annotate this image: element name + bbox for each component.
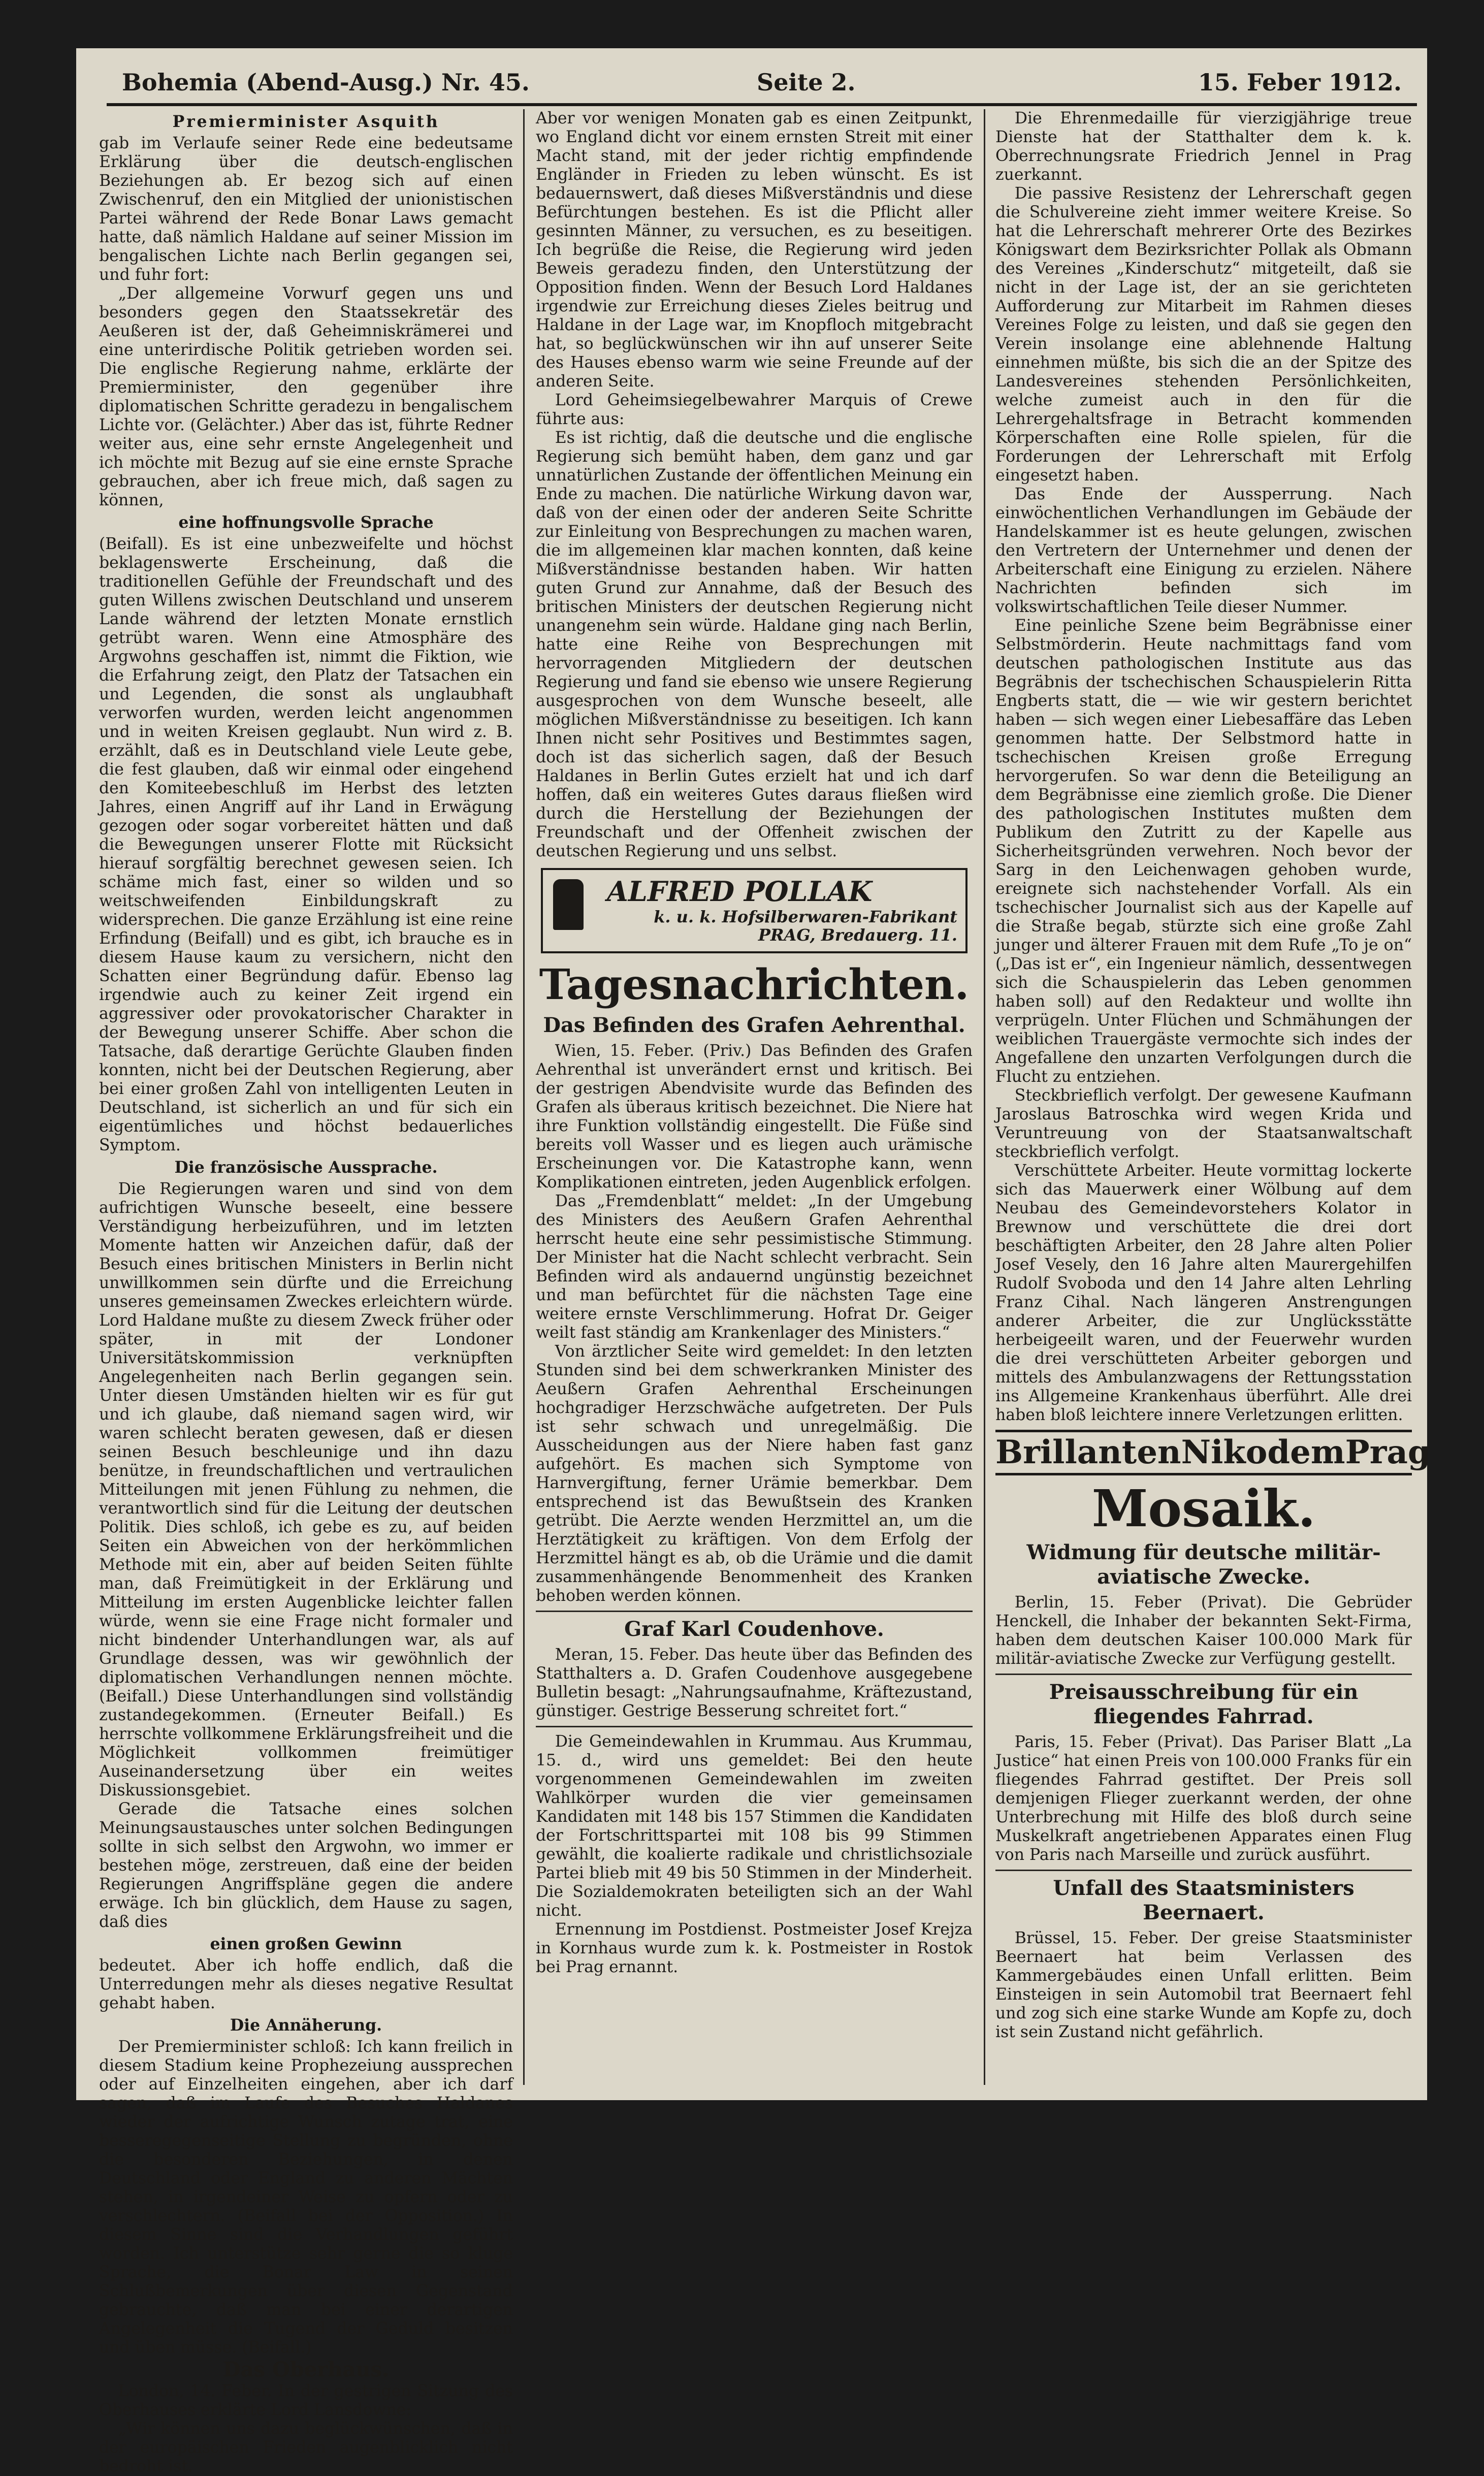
divider [995,1870,1412,1871]
paragraph: Aber vor wenigen Monaten gab es einen Zeitpunkt, wo England dicht vor einem ernsten Streit mit einer Macht stand, mit der jeder richtig empfindende Engländer in Frieden zu leben wünscht. Es ist bedauernswert, daß dieses Mißverständnis und diese Befürchtungen bestehen. Es ist die Pflicht aller gesinnten Männer, zu versuchen, es zu beseitigen. Ich begrüße die Reise, die Regierung wird jeden Beweis geradezu finden, den Unterstützung der Opposition finden. Wenn der Besuch Lord Haldanes irgendwie zur Erreichung dieses Zieles beitrug und Haldane in der Lage war, im Knopfloch mitgebracht hat, so beglückwünschen wir ihn auf unserer Seite des Hauses ebenso warm wie seine Freunde auf der anderen Seite. [536,109,973,391]
masthead-left: Bohemia (Abend-Ausg.) Nr. 45. [122,69,530,96]
banner-word: Nikodem [1181,1433,1345,1471]
subheading: Die französische Aussprache. [174,1158,438,1177]
subheading: Die Annäherung. [230,2016,382,2035]
advertisement-pollak [541,868,967,953]
article-heading: Unfall des Staatsministers Beernaert. [1053,1876,1354,1924]
paragraph: „Wir können uns dazu beglückwünschen, daß in der europäischen Frieden augenblicklich nicht bedroht ist. [99,2420,513,2475]
ad-tagline: k. u. k. Hofsilberwaren-Fabrikant [654,907,957,926]
column-2 [536,109,973,2085]
banner-word: Brillanten [995,1433,1181,1471]
banner-word: Prag [1345,1433,1431,1471]
paragraph: Berlin, 15. Feber (Privat). Die Gebrüder Henckell, die Inhaber der bekannten Sekt-Firma, haben dem deutschen Kaiser 100.000 Mark für militär-aviatische Zwecke zur Verfügung gestellt. [995,1593,1412,1668]
paragraph: Steckbrieflich verfolgt. Der gewesene Kaufmann Jaroslaus Batroschka wird wegen Krida und Veruntreuung von der Staatsanwaltschaft steckbrieflich verfolgt. [995,1086,1412,1161]
column-1 [99,109,513,2475]
divider [995,1674,1412,1675]
subheading: Das Oberhaus. [223,2358,389,2382]
paragraph: Die passive Resistenz der Lehrerschaft gegen die Schulvereine zieht immer weitere Kreise. So hat die Lehrerschaft mehrerer Orte des Bezirkes Königswart dem Bezirksrichter Pollak als Obmann des Vereines „Kinderschutz“ mitgeteilt, daß sie nicht in der Lage ist, der an sie gerichteten Aufforderung zur Mitarbeit im Rahmen dieses Vereines Folge zu leisten, und daß sie gegen den Verein insolange eine ablehnende Haltung einnehmen müßte, bis sich die an der Spitze des Landesvereines stehenden Persönlichkeiten, welche zumeist auch in den für die Lehrergehaltsfrage in Betracht kommenden Körperschaften eine Rolle spielen, für die Forderungen der Lehrerschaft mit Erfolg eingesetzt haben. [995,184,1412,485]
paragraph: Das Ende der Aussperrung. Nach einwöchentlichen Verhandlungen im Gebäude der Handelskammer ist es heute gelungen, zwischen den Vertretern der Unternehmer und denen der Arbeiterschaft eine Einigung zu erzielen. Nähere Nachrichten befinden sich im volkswirtschaftlichen Teile dieser Nummer. [995,485,1412,616]
article-heading: Premierminister Asquith [172,112,440,131]
paragraph: Die Ehrenmedaille für vierzigjährige treue Dienste hat der Statthalter dem k. k. Oberrechnungsrate Friedrich Jennel in Prag zuerkannt. [995,109,1412,184]
paragraph: Verschüttete Arbeiter. Heute vormittag lockerte sich das Mauerwerk einer Wölbung auf dem Neubau des Gemeindevorstehers Kolator in Brewnow und verschüttete die drei dort beschäftigten Arbeiter, den 28 Jahre alten Polier Josef Vesely, den 16 Jahre alten Maurergehilfen Rudolf Svoboda und den 14 Jahre alten Lehrling Franz Cihal. Nach längeren Anstrengungen anderer Arbeiter, die zur Unglücksstätte herbeigeeilt waren, und der Feuerwehr wurden die drei verschütteten Arbeiter geborgen und mittels des Ambulanzwagens der Rettungsstation ins Allgemeine Krankenhaus überführt. Alle drei haben bloß leichtere innere Verletzungen erlitten. [995,1162,1412,1424]
divider [536,1611,973,1612]
paragraph: London, 14. Feber. In der gestrigen Sitzung des Oberhauses erklärte Lord Lansdowne: [99,2382,513,2419]
paragraph: Gerade die Tatsache eines solchen Meinungsaustausches unter solchen Bedingungen sollte in sich selbst den Argwohn, wo immer er bestehen möge, zerstreuen, daß eine der beiden Regierungen Angriffspläne gegen die andere erwäge. Ich bin glücklich, dem Hause zu sagen, daß dies [99,1800,513,1931]
crown-logo-icon [553,879,584,930]
newspaper-page [76,48,1431,2475]
paragraph: Das „Fremdenblatt“ meldet: „In der Umgebung des Ministers des Aeußern Grafen Aehrenthal herrscht heute eine sehr pessimistische Stimmung. Der Minister hat die Nacht schlecht verbracht. Sein Befinden wird als andauernd ungünstig bezeichnet und man befürchtet für die nächsten Tage eine weitere ernste Verschlimmerung. Hofrat Dr. Geiger weilt fast ständig am Krankenlager des Ministers.“ [536,1192,973,1342]
paragraph: Eine peinliche Szene beim Begräbnisse einer Selbstmörderin. Heute nachmittags fand vom deutschen pathologischen Institute aus das Begräbnis der tschechischen Schauspielerin Ritta Engberts statt, die — wie wir gestern berichtet haben — sich wegen einer Liebesaffäre das Leben genommen hatte. Der Selbstmord hatte in tschechischen Kreisen große Erregung hervorgerufen. So war denn die Beteiligung an dem Begräbnisse eine ziemlich große. Die Diener des pathologischen Institutes mußten dem Publikum den Zutritt zu der Kapelle aus Sicherheitsgründen verwehren. Noch bevor der Sarg in den Leichenwagen gehoben wurde, ereignete sich nachstehender Vorfall. Als ein tschechischer Journalist sich aus der Kapelle auf die Straße begab, stürzte sich eine große Zahl junger und älterer Frauen mit dem Rufe „To je on“ („Das ist er“, ein Ingenieur nämlich, dessentwegen sich die Schauspielerin das Leben genommen haben soll) auf den Redakteur und wollte ihn verprügeln. Unter Flüchen und Schmähungen der weiblichen Trauergäste vermochte sich indes der Angefallene den unzarten Verfolgungen durch die Flucht zu entziehen. [995,617,1412,1086]
issue-date: 15. Feber 1912. [1198,69,1402,96]
article-heading: Graf Karl Coudenhove. [624,1617,884,1641]
paragraph: Die Regierungen waren und sind von dem aufrichtigen Wunsche beseelt, eine bessere Verständigung herbeizuführen, und im letzten Momente hatten wir Anzeichen dafür, daß der Besuch eines britischen Ministers in Berlin nicht unwillkommen sein dürfte und die Erreichung unseres gemeinsamen Zweckes erleichtern würde. Lord Haldane mußte zu diesem Zweck früher oder später, in mit der Londoner Universitätskommission verknüpften Angelegenheiten nach Berlin gegangen sein. Unter diesen Umständen hielten wir es für gut und ich glaube, daß niemand sagen wird, wir waren schlecht beraten gewesen, daß er diesen seinen Besuch beschleunige und ihn dazu benütze, in freundschaftlichen und vertraulichen Mitteilungen mit jenen Fühlung zu nehmen, die verantwortlich sind für die Leitung der deutschen Politik. Dies schloß, ich gebe es zu, auf beiden Seiten ein Abweichen von der herkömmlichen Methode mit ein, aber auf beiden Seiten fühlte man, daß Freimütigkeit in der Erklärung und Mitteilung im ersten Augenblicke leichter fallen würde, wenn sie eine Frage nicht formaler und nicht bindender Unterhandlungen war, als auf Grundlage dessen, was wir gewöhnlich der diplomatischen Verhandlungen nennen möchte. (Beifall.) Diese Unterhandlungen sind vollständig zustandegekommen. (Erneuter Beifall.) Es herrschte vollkommene Erklärungsfreiheit und die Möglichkeit vollkommen freimütiger Auseinandersetzung über ein weites Diskussionsgebiet. [99,1180,513,1799]
paragraph: Meran, 15. Feber. Das heute über das Befinden des Statthalters a. D. Grafen Coudenhove ausgegebene Bulletin besagt: „Nahrungsaufnahme, Kräftezustand, günstiger. Gestrige Besserung schreitet fort.“ [536,1646,973,1720]
advertisement-banner [995,1430,1431,1475]
subheading: eine hoffnungsvolle Sprache [178,513,434,532]
column-divider [984,109,985,2085]
paragraph: Brüssel, 15. Feber. Der greise Staatsminister Beernaert hat beim Verlassen des Kammergebäudes einen Unfall erlitten. Beim Einsteigen in sein Automobil trat Beernaert fehl und zog sich eine starke Wunde am Kopfe zu, doch ist sein Zustand nicht gefährlich. [995,1929,1412,2041]
paragraph: Es ist richtig, daß die deutsche und die englische Regierung sich bemüht haben, dem ganz und gar unnatürlichen Zustande der öffentlichen Meinung ein Ende zu machen. Die natürliche Wirkung davon war, daß von der einen oder der anderen Seite Schritte zur Einleitung von Besprechungen zu machen waren, die im allgemeinen klar machen konnten, daß keine Mißverständnisse bestanden haben. Wir hatten guten Grund zur Annahme, daß der Besuch des britischen Ministers der deutschen Regierung nicht unangenehm sein würde. Haldane ging nach Berlin, hatte eine Reihe von Besprechungen mit hervorragenden Mitgliedern der deutschen Regierung und fand sie ebenso wie unsere Regierung ausgesprochen von dem Wunsche beseelt, alle möglichen Mißverständnisse zu beseitigen. Ich kann Ihnen nicht sehr Positives und Bestimmtes sagen, doch ist das sicherlich sagen, daß der Besuch Haldanes in Berlin Gutes erzielt hat und ich darf hoffen, daß ein weiteres Gutes daraus fließen wird durch die Herstellung der Beziehungen der Freundschaft und der Offenheit zwischen der deutschen Regierung und uns selbst. [536,429,973,860]
column-divider [523,109,525,2085]
ad-name: ALFRED POLLAK [607,875,873,908]
article-heading: Widmung für deutsche militär-aviatische Zwecke. [1026,1540,1381,1589]
paragraph: Ernennung im Postdienst. Postmeister Josef Krejza in Kornhaus wurde zum k. k. Postmeister in Rostok bei Prag ernannt. [536,1920,973,1976]
paragraph: Die Gemeindewahlen in Krummau. Aus Krummau, 15. d., wird uns gemeldet: Bei den heute vorgenommenen Gemeindewahlen im zweiten Wahlkörper wurden die vier gemeinsamen Kandidaten mit 148 bis 157 Stimmen die Kandidaten der Fortschrittspartei mit 108 bis 99 Stimmen gewählt, die koalierte radikale und christlichsoziale Partei blieb mit 49 bis 50 Stimmen in der Minderheit. Die Sozialdemokraten beteiligten sich an der Wahl nicht. [536,1732,973,1920]
section-title: Mosaik. [1091,1478,1316,1538]
ad-address: PRAG, Bredauerg. 11. [758,925,957,945]
column-3 [995,109,1431,2085]
paragraph: Der Premierminister schloß: Ich kann freilich in diesem Stadium keine Prophezeiung aussprechen oder auf Einzelheiten eingehen, aber ich darf sagen, daß im Laufe des Besuches Haldanes wieder der aufrichtige Wunsch zutage trat, eine besseregegenseitige Stellung zu begründen, ohne die besonderen Beziehungen, in denen Deutschland oder England zu anderen Mächten stehen, in irgendeiner Weise zu opfern oder zu verschlechtern. (Beifall bei der Opposition.) In diesem Sinne sind die Verhandlungen geführt worden. Ich unterstütze sehr gerne die so kluge Sprache, die Bonar Law in seinen Schlußbemerkungen über diesen Gegenstand gebrauchte, daß man bei einer derartigen Angelegenheit die Tugend der Geduld besitzen und üben müsse. (Beifall.) [99,2038,513,2357]
section-title: Tagesnachrichten. [539,960,970,1009]
paragraph: (Beifall). Es ist eine unbezweifelte und höchst beklagenswerte Erscheinung, daß die traditionellen Gefühle der Freundschaft und des guten Willens zwischen Deutschland und unserem Lande während der letzten Monate ernstlich getrübt waren. Wenn eine Atmosphäre des Argwohns geschaffen ist, nimmt die Fiktion, wie die Erfahrung zeigt, den Platz der Tatsachen ein und Legenden, die sonst als unglaubhaft verworfen wurden, werden leicht angenommen und in weiten Kreisen geglaubt. Nun wird z. B. erzählt, daß es in Deutschland viele Leute gebe, die fest glauben, daß wir einmal oder eingehend den Komiteebeschluß im Herbst des letzten Jahres, einen Angriff auf ihr Land in Erwägung gezogen oder sogar vorbereitet hätten und daß die Bewegungen unserer Flotte mit Rücksicht hierauf sorgfältig berechnet gewesen seien. Ich schäme mich fast, einer so wilden und so weitschweifenden Einbildungskraft zu widersprechen. Die ganze Erzählung ist eine reine Erfindung (Beifall) und es gibt, ich brauche es in diesem Hause kaum zu versichern, nicht den Schatten einer Begründung dafür. Ebenso lag irgendwie auch zu keiner Zeit irgend ein aggressiver oder provokatorischer Charakter in der Bewegung unserer Schiffe. Aber schon die Tatsache, daß derartige Gerüchte Glauben finden konnten, nicht bei der Deutschen Regierung, aber bei einer großen Zahl von intelligenten Leuten in Deutschland, ist sicherlich an und für sich ein eigentümliches und höchst bedauerliches Symptom. [99,535,513,1154]
article-heading: Das Befinden des Grafen Aehrenthal. [543,1013,965,1037]
subheading: einen großen Gewinn [210,1935,402,1953]
header-rule [107,103,1417,106]
article-heading: Preisausschreibung für ein fliegendes Fahrrad. [1049,1680,1359,1728]
paragraph: Wien, 15. Feber. (Priv.) Das Befinden des Grafen Aehrenthal ist unverändert ernst und kritisch. Bei der gestrigen Abendvisite wurde das Befinden des Grafen als überaus kritisch bezeichnet. Die Niere hat ihre Funktion vollständig eingestellt. Die Füße sind bereits voll Wasser und es liegen auch urämische Erscheinungen vor. Die Katastrophe kann, wenn Komplikationen eintreten, jeden Augenblick erfolgen. [536,1042,973,1192]
divider [536,1726,973,1727]
page-number: Seite 2. [757,69,856,96]
paragraph: „Der allgemeine Vorwurf gegen uns und besonders gegen den Staatssekretär des Aeußeren ist der, daß Geheimniskrämerei und eine unterirdische Politik getrieben worden sei. Die englische Regierung nahme, erklärte der Premierminister, den gegenüber ihre diplomatischen Schritte geradezu in bengalischem Lichte vor. (Gelächter.) Aber das ist, führte Redner weiter aus, eine sehr ernste Angelegenheit und ich möchte mit Bezug auf sie eine ernste Sprache gebrauchen, aber ich freue mich, daß sagen zu können, [99,284,513,509]
page-header [122,63,1402,104]
paragraph: Paris, 15. Feber (Privat). Das Pariser Blatt „La Justice“ hat einen Preis von 100.000 Franks für ein fliegendes Fahrrad gestiftet. Der Preis soll demjenigen Flieger zuerkannt werden, der ohne Unterbrechung mit Hilfe des bloß durch seine Muskelkraft angetriebenen Apparates einen Flug von Paris nach Marseille und zurück ausführt. [995,1733,1412,1864]
paragraph: Lord Geheimsiegelbewahrer Marquis of Crewe führte aus: [536,391,973,428]
paragraph: Von ärztlicher Seite wird gemeldet: In den letzten Stunden sind bei dem schwerkranken Minister des Aeußern Grafen Aehrenthal Erscheinungen hochgradiger Herzschwäche aufgetreten. Der Puls ist sehr schwach und unregelmäßig. Die Ausscheidungen aus der Niere haben fast ganz aufgehört. Es machen sich Symptome von Harnvergiftung, ferner Urämie bemerkbar. Dem entsprechend ist das Bewußtsein des Kranken getrübt. Die Aerzte wenden Herzmittel an, um die Herztätigkeit zu kräftigen. Von dem Erfolg der Herzmittel hängt es ab, ob die Urämie und die damit zusammenhängende Benommenheit des Kranken behoben werden können. [536,1342,973,1605]
paragraph: gab im Verlaufe seiner Rede eine bedeutsame Erklärung über die deutsch-englischen Beziehungen ab. Er bezog sich auf einen Zwischenruf, den ein Mitglied der unionistischen Partei während der Rede Bonar Laws gemacht hatte, daß nämlich Haldane auf seiner Mission im bengalischen Lichte nach Berlin gegangen sei, und fuhr fort: [99,134,513,284]
paragraph: bedeutet. Aber ich hoffe endlich, daß die Unterredungen mehr als dieses negative Resultat gehabt haben. [99,1956,513,2012]
